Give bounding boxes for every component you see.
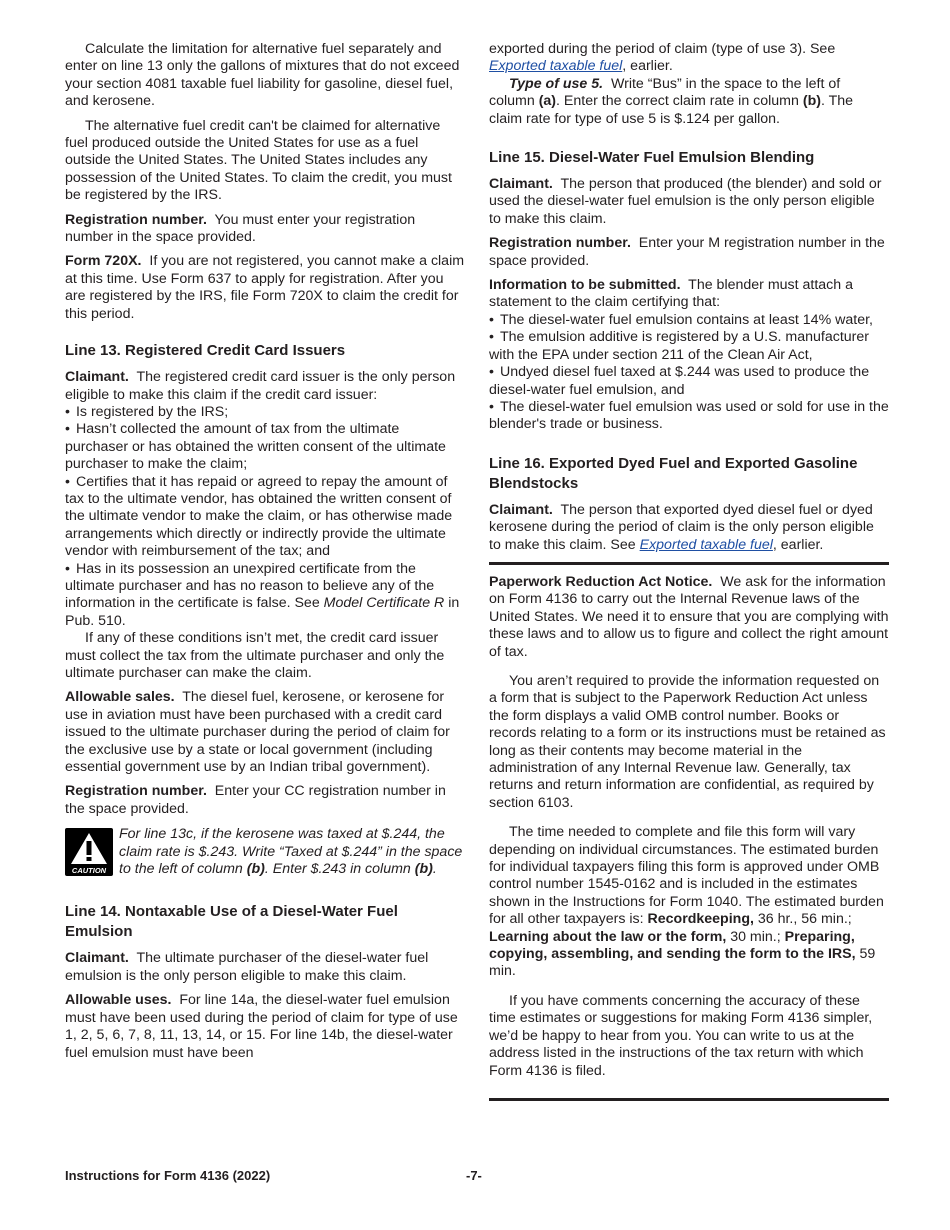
footer-title: Instructions for Form 4136 (2022) <box>65 1168 271 1183</box>
claimant-label: Claimant. <box>489 501 553 518</box>
column-b-ref: (b) <box>414 861 433 878</box>
line-13-heading: Line 13. Registered Credit Card Issuers <box>65 342 346 360</box>
caution-text: For line 13c, if the kerosene was taxed at $.244, the claim rate is $.243. Write “Taxed at $.244” in the space to the left of column <box>119 826 463 878</box>
line-15-claimant <box>489 176 889 228</box>
claimant-text: The ultimate purchaser of the diesel-water fuel emulsion is the only person eligible to make this claim. <box>65 950 429 984</box>
m-registration-paragraph <box>489 235 889 270</box>
list-item: • Certifies that it has repaid or agreed to repay the amount of tax to the ultimate vendor, has obtained the written consent of the ultimate vendor to make the claim, or has otherwise made arrangements which directly or indirectly provide the ultimate vendor with reimbursement of the tax; and <box>65 474 465 561</box>
allowable-uses-label: Allowable uses. <box>65 992 172 1009</box>
comments-paragraph: If you have comments concerning the accuracy of these time estimates or suggestions for making Form 4136 simpler, we’d be happy to hear from you. You can write to us at the address listed in the instructions of the tax return with which Form 4136 is filed. <box>489 992 873 1079</box>
allowable-sales-paragraph <box>65 689 465 776</box>
claimant-text: The person that exported dyed diesel fuel or dyed kerosene during the period of claim is the only person eligible to make this claim. See <box>489 501 874 553</box>
type-5-text: . Enter the correct claim rate in column <box>556 93 803 110</box>
omb-paragraph: You aren’t required to provide the information requested on a form that is subject to the Paperwork Reduction Act unless the form displays a valid OMB control number. Books or records relating to a form or its instructions must be retained as long as their contents may become material in the administration of any Internal Revenue law. Generally, tax returns and return information are confidential, as required by section 6103. <box>489 672 886 811</box>
preparing-value: 59 min. <box>489 946 876 980</box>
registration-number-paragraph <box>65 212 465 247</box>
allowable-sales-label: Allowable sales. <box>65 689 175 706</box>
list-item-text: Has in its possession an unexpired certificate from the ultimate purchaser and has no reason to believe any of the information in the certificate is false. See <box>65 560 435 612</box>
left-column <box>65 41 465 1069</box>
claimant-label: Claimant. <box>489 176 553 193</box>
continued-text-end: , earlier. <box>622 58 673 75</box>
alt-fuel-limitation-paragraph: Calculate the limitation for alternative fuel separately and enter on line 13 only the gallons of mixtures that do not exceed your section 4081 taxable fuel liability for gasoline, diesel fuel, and kerosene. <box>65 41 460 110</box>
recordkeeping-label: Recordkeeping, <box>647 911 754 928</box>
caution-icon <box>65 828 113 876</box>
information-submitted-label: Information to be submitted. <box>489 277 681 294</box>
line-16-heading: Line 16. Exported Dyed Fuel and Exported Gasoline Blendstocks <box>489 454 858 492</box>
information-submitted-text: The blender must attach a statement to the claim certifying that: <box>489 277 853 311</box>
line-14-heading: Line 14. Nontaxable Use of a Diesel-Water Fuel Emulsion <box>65 903 398 941</box>
form-720x-paragraph <box>65 253 465 323</box>
caution-text: . Enter $.243 in column <box>264 861 415 878</box>
burden-text: The time needed to complete and file this form will vary depending on individual circumstances. The estimated burden for individual taxpayers filing this form is approved under OMB control number 1545-0162 and is included in the estimates shown in the Instructions for Form 1040. The estimated burden for all other taxpayers is: <box>489 824 884 928</box>
claimant-text-end: , earlier. <box>772 536 824 553</box>
registration-number-text: You must enter your registration number in the space provided. <box>65 211 416 246</box>
type-5-text-end: . The claim rate for type of use 5 is $.124 per gallon. <box>489 93 854 127</box>
right-column <box>489 41 889 1101</box>
line-13-claimant <box>65 369 465 404</box>
claimant-label: Claimant. <box>65 950 129 967</box>
cc-registration-label: Registration number. <box>65 783 207 800</box>
type-of-use-5-label: Type of use 5. <box>509 75 604 92</box>
paperwork-notice-label: Paperwork Reduction Act Notice. <box>489 573 713 590</box>
allowable-sales-text: The diesel fuel, kerosene, or kerosene for use in aviation must have been purchased with a credit card issued to the ultimate purchaser during the period of claim for the exclusive use by a state or local government (including essential government use by an Indian tribal government). <box>65 689 450 776</box>
type-5-text: Write “Bus” in the space to the left of column <box>489 75 841 110</box>
preparing-label: Preparing, copying, assembling, and sending the form to the IRS, <box>489 928 856 963</box>
line-14-claimant <box>65 950 465 985</box>
claimant-label: Claimant. <box>65 369 129 386</box>
list-item <box>65 561 465 631</box>
conditions-paragraph: If any of these conditions isn’t met, the credit card issuer must collect the tax from the ultimate purchaser and only the ultimate purchaser can make the claim. <box>65 630 445 681</box>
cc-registration-paragraph <box>65 783 465 818</box>
line-15-heading: Line 15. Diesel-Water Fuel Emulsion Blending <box>489 149 815 167</box>
m-registration-text: Enter your M registration number in the space provided. <box>489 235 885 269</box>
alt-fuel-credit-paragraph: The alternative fuel credit can't be claimed for alternative fuel produced outside the United States for use as a fuel outside the United States. The United States includes any possession of the United States. To claim the credit, you must be registered by the IRS. <box>65 117 452 204</box>
learning-value: 30 min.; <box>726 928 785 945</box>
list-item: • Undyed diesel fuel taxed at $.244 was used to produce the diesel-water fuel emulsion, and <box>489 364 889 399</box>
end-divider <box>489 1098 889 1101</box>
paperwork-notice-text: We ask for the information on Form 4136 to carry out the Internal Revenue laws of the United States. We need it to ensure that you are complying with these laws and to allow us to figure and collect the right amount of tax. <box>489 573 889 660</box>
continued-paragraph <box>489 41 889 76</box>
list-item: • Hasn’t collected the amount of tax from the ultimate purchaser or has obtained the written consent of the ultimate purchaser to make the claim; <box>65 421 465 473</box>
caution-icon-label: CAUTION <box>71 866 107 876</box>
exported-taxable-fuel-link[interactable]: Exported taxable fuel <box>639 536 773 553</box>
continued-text: exported during the period of claim (type of use 3). See <box>489 41 836 57</box>
allowable-uses-text: For line 14a, the diesel-water fuel emulsion must have been used during the period of claim for type of use 1, 2, 5, 6, 7, 8, 11, 13, 14, or 15. For line 14b, the diesel-water fuel emulsion must have been <box>65 992 458 1061</box>
list-item: • The diesel-water fuel emulsion was used or sold for use in the blender's trade or business. <box>489 399 889 434</box>
column-b-ref: (b) <box>246 861 265 878</box>
caution-note <box>65 826 465 878</box>
column-a-ref: (a) <box>538 93 557 110</box>
paperwork-notice-paragraph <box>489 574 889 661</box>
claimant-text: The person that produced (the blender) and sold or used the diesel-water fuel emulsion is the only person eligible to make this claim. <box>489 176 882 227</box>
burden-paragraph <box>489 824 889 981</box>
list-item: • Is registered by the IRS; <box>65 404 465 421</box>
exported-taxable-fuel-link[interactable]: Exported taxable fuel <box>489 58 623 75</box>
form-720x-label: Form 720X. <box>65 253 142 270</box>
list-item: • The emulsion additive is registered by a U.S. manufacturer with the EPA under section 211 of the Clean Air Act, <box>489 329 889 364</box>
learning-label: Learning about the law or the form, <box>489 928 727 945</box>
caution-text-end: . <box>432 861 437 878</box>
information-submitted-paragraph <box>489 277 889 312</box>
recordkeeping-value: 36 hr., 56 min.; <box>753 911 852 928</box>
allowable-uses-paragraph <box>65 992 465 1062</box>
list-item-text-end: in Pub. 510. <box>65 595 460 629</box>
form-720x-text: If you are not registered, you cannot make a claim at this time. Use Form 637 to apply for registration. After you are registered by the IRS, file Form 720X to claim the credit for this period. <box>65 253 465 322</box>
column-b-ref: (b) <box>802 93 821 110</box>
cc-registration-text: Enter your CC registration number in the space provided. <box>65 783 446 817</box>
list-item: • The diesel-water fuel emulsion contains at least 14% water, <box>489 312 889 329</box>
claimant-text: The registered credit card issuer is the only person eligible to make this claim if the credit card issuer: <box>65 369 456 403</box>
m-registration-label: Registration number. <box>489 235 631 252</box>
page-number: -7- <box>466 1168 482 1183</box>
section-divider <box>489 562 889 565</box>
type-of-use-5-paragraph <box>489 76 889 128</box>
model-certificate-ref: Model Certificate R <box>323 595 445 612</box>
line-16-claimant <box>489 502 889 554</box>
registration-number-label: Registration number. <box>65 211 207 228</box>
